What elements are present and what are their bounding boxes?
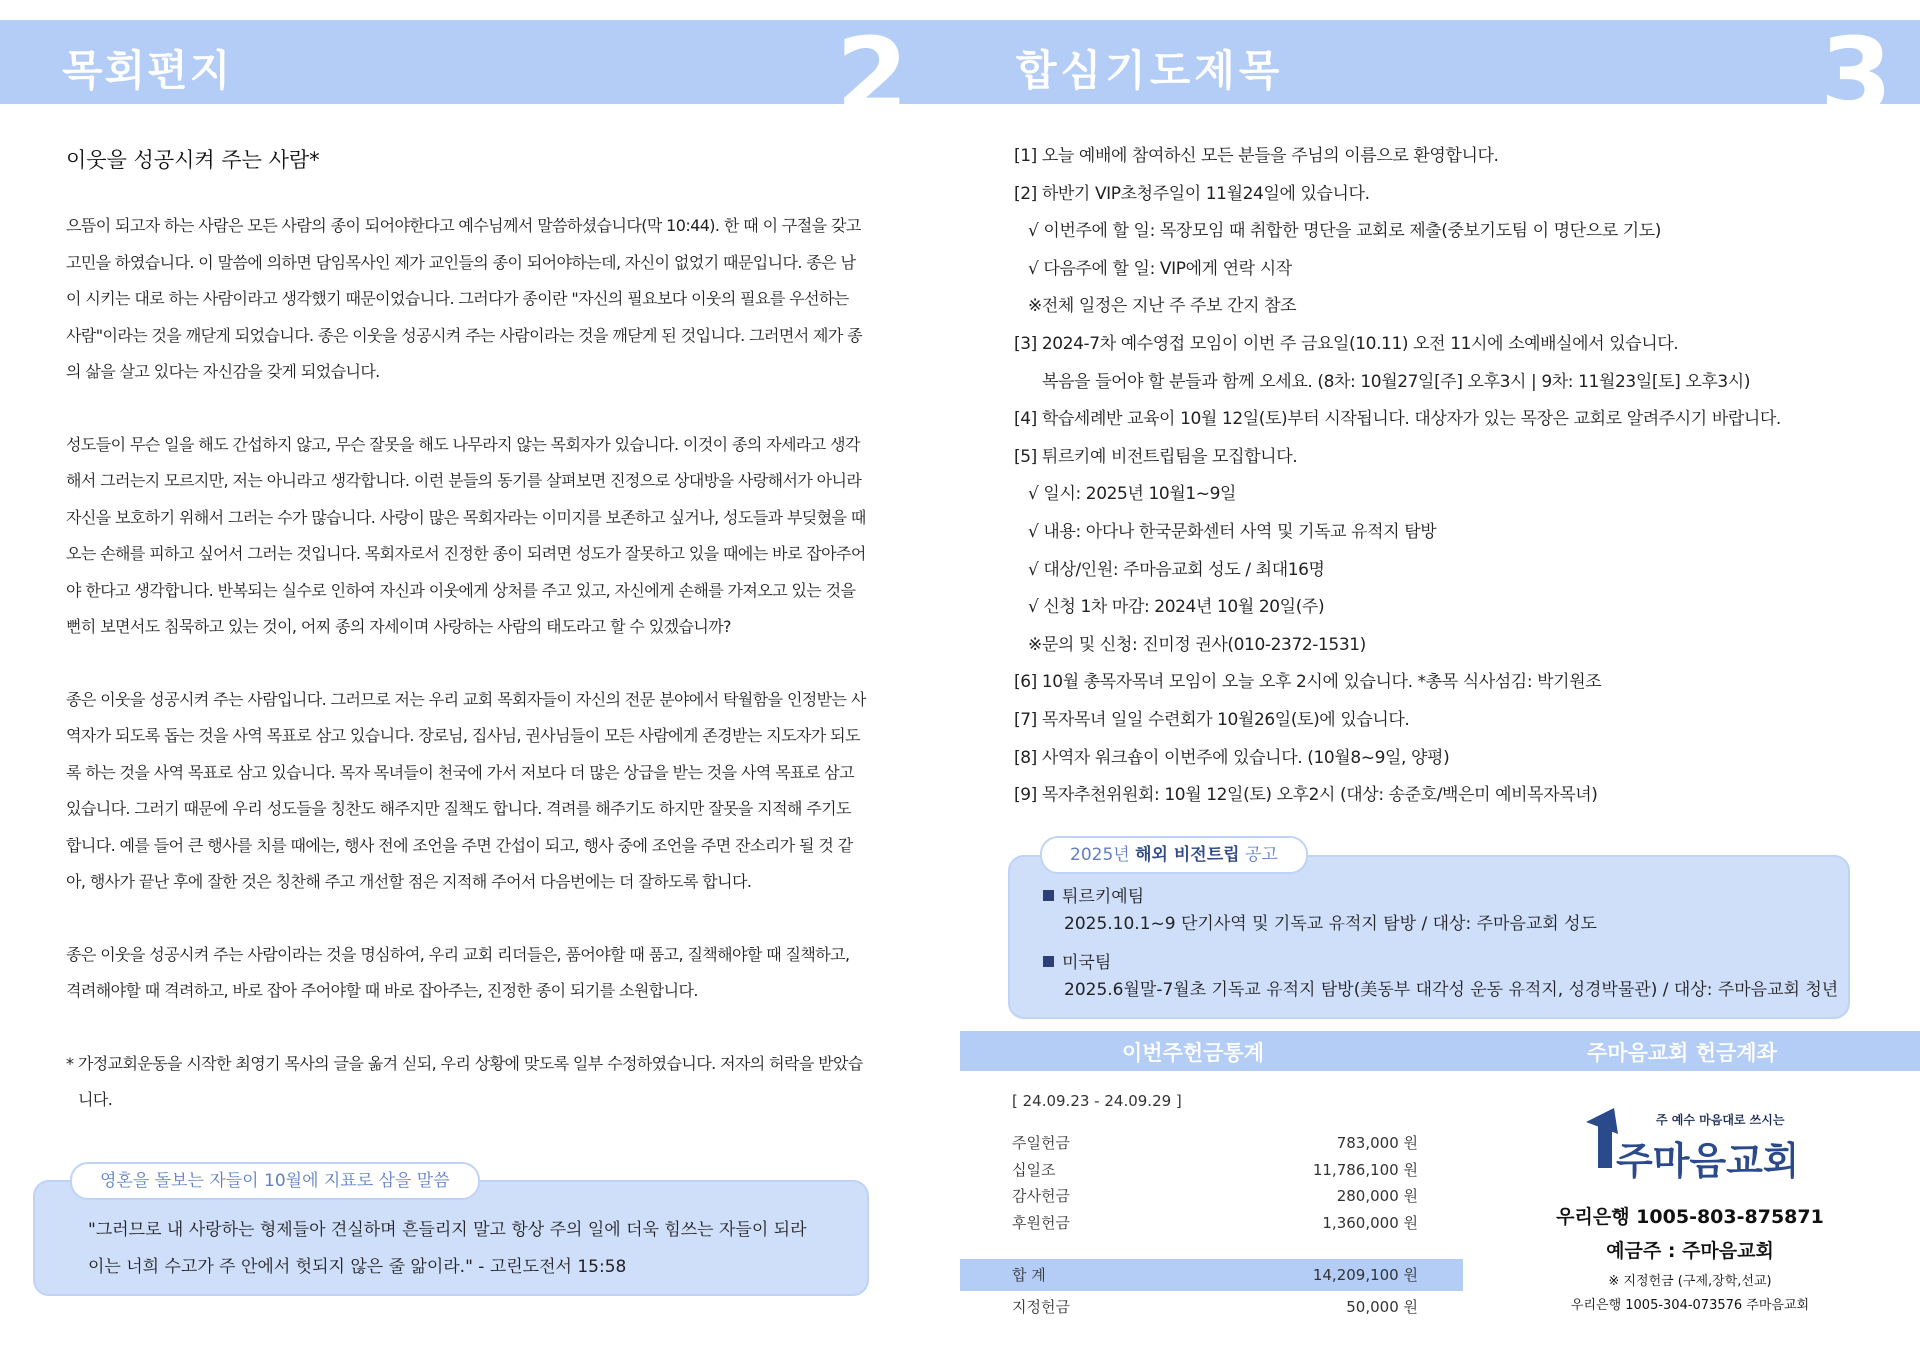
designated-note: ※ 지정헌금 (구제,장학,선교): [1608, 1274, 1772, 1289]
designated-label: 지정헌금: [1012, 1298, 1070, 1316]
offering-amount: 1,360,000 원: [1322, 1213, 1418, 1232]
prayer-item: [2] 하반기 VIP초청주일이 11월24일에 있습니다.: [1014, 183, 1370, 204]
vision-trip-tab: [1040, 836, 1308, 874]
offering-row: [1012, 1157, 1418, 1184]
prayer-item: ※전체 일정은 지난 주 주보 간지 참조: [1028, 296, 1297, 317]
church-logo: [1584, 1104, 1794, 1194]
prayer-item: [8] 사역자 워크숍이 이번주에 있습니다. (10월8~9일, 양평): [1014, 747, 1450, 768]
vision-trip-tab-highlight: 해외 비전트립: [1135, 845, 1240, 865]
letter-paragraph: 성도들이 무슨 일을 해도 간섭하지 않고, 무슨 잘못을 해도 나무라지 않는 목회자가 있습니다. 이것이 종의 자세라고 생각해서 그러는지 모르지만, 저는 아니라고 생각합니다. 이런 분들의 동기를 살펴보면 진정으로 상대방을 사랑해서가 아니라 자신을 보호하기 위해서 그러는 수가 많습니다. 사랑이 많은 목회자라는 이미지를 보존하고 싶거나, 성도들과 부딪혔을 때 오는 손해를 피하고 싶어서 그러는 것입니다. 목회자로서 진정한 종이 되려면 성도가 잘못하고 있을 때에는 바로 잡아주어야 한다고 생각합니다. 반복되는 실수로 인하여 자신과 이웃에게 상처를 주고 있고, 자신에게 손해를 가져오고 있는 것을 뻔히 보면서도 침묵하고 있는 것이, 어찌 종의 자세이며 사랑하는 사람의 태도라고 할 수 있겠습니까?: [66, 434, 866, 636]
designated-amount: 50,000 원: [1346, 1298, 1418, 1316]
designated-row: [1012, 1294, 1418, 1321]
offering-amount: 783,000 원: [1336, 1134, 1418, 1152]
offering-period: [ 24.09.23 - 24.09.29 ]: [1012, 1092, 1182, 1110]
square-bullet-icon: [1043, 956, 1054, 967]
vision-trip-tab-year: 2025년: [1070, 845, 1136, 865]
left-page-title: 목회편지: [62, 46, 233, 95]
trip-team-name: [1043, 950, 1843, 976]
offering-total-label: 합 계: [1012, 1266, 1046, 1284]
prayer-item: [9] 목자추천위원회: 10월 12일(토) 오후2시 (대상: 송준호/백은미 예비목자목녀): [1014, 785, 1598, 806]
offering-label: 후원헌금: [1012, 1213, 1070, 1232]
right-page-title: 합심기도제목: [1016, 46, 1284, 95]
left-page-number: 2: [836, 15, 909, 137]
bank-account: 우리은행 1005-803-875871: [1556, 1206, 1824, 1228]
offering-total-amount: 14,209,100 원: [1312, 1266, 1418, 1284]
verse-card-tab: 영혼을 돌보는 자들이 10월에 지표로 삼을 말씀: [70, 1162, 480, 1200]
offering-header-band: [960, 1031, 1920, 1071]
logo-tagline: 주 예수 마음대로 쓰시는: [1656, 1113, 1785, 1127]
offering-label: 감사헌금: [1012, 1187, 1070, 1205]
offering-account-title: 주마음교회 헌금계좌: [1587, 1040, 1777, 1065]
offering-amount: 280,000 원: [1336, 1187, 1418, 1205]
prayer-list: [1014, 138, 1894, 815]
left-header-band: [0, 15, 960, 137]
logo-bar-icon: [1598, 1126, 1612, 1168]
prayer-item: [5] 튀르키예 비전트립팀을 모집합니다.: [1014, 446, 1298, 467]
prayer-item: √ 신청 1차 마감: 2024년 10월 20일(주): [1028, 597, 1325, 618]
offering-label: 십일조: [1012, 1160, 1056, 1179]
prayer-item: [6] 10월 총목자목녀 모임이 오늘 오후 2시에 있습니다. *총목 식사섬김: 박기원조: [1014, 672, 1602, 693]
letter-paragraph: 종은 이웃을 성공시켜 주는 사람이라는 것을 명심하여, 우리 교회 리더들은, 품어야할 때 품고, 질책해야할 때 질책하고, 격려해야할 때 격려하고, 바로 잡아 주어야할 때 바로 잡아주는, 진정한 종이 되기를 소원합니다.: [66, 944, 850, 1000]
offering-row: [1012, 1130, 1418, 1157]
trip-team-name: [1043, 884, 1843, 910]
trip-team-label: 튀르키예팀: [1062, 887, 1145, 907]
verse-line: "그러므로 내 사랑하는 형제들아 견실하며 흔들리지 말고 항상 주의 일에 더욱 힘쓰는 자들이 되라: [88, 1220, 807, 1240]
church-logo-mark: [1584, 1104, 1794, 1194]
letter-title: 이웃을 성공시켜 주는 사람*: [66, 148, 320, 172]
verse-text: [88, 1212, 848, 1286]
prayer-item: √ 이번주에 할 일: 목장모임 때 취합한 명단을 교회로 제출(중보기도팀 이 명단으로 기도): [1028, 221, 1662, 242]
offering-table: [1012, 1130, 1418, 1236]
logo-wordmark: 주마음교회: [1616, 1139, 1794, 1183]
account-holder: 예금주 : 주마음교회: [1606, 1240, 1774, 1262]
prayer-item: 복음을 들어야 할 분들과 함께 오세요. (8차: 10월27일[주] 오후3시 | 9차: 11월23일[토] 오후3시): [1042, 371, 1751, 392]
offering-stats-title: 이번주헌금통계: [1122, 1040, 1265, 1065]
pastoral-letter: [66, 144, 866, 1155]
offering-amount: 11,786,100 원: [1312, 1160, 1418, 1179]
offering-total: [1012, 1259, 1418, 1291]
letter-paragraph: 종은 이웃을 성공시켜 주는 사람입니다. 그러므로 저는 우리 교회 목회자들이 자신의 전문 분야에서 탁월함을 인정받는 사역자가 되도록 돕는 것을 사역 목표로 삼고 있습니다. 장로님, 집사님, 권사님들이 모든 사람에게 존경받는 지도자가 되도록 하는 것을 사역 목표로 삼고 있습니다. 목자 목녀들이 천국에 가서 저보다 더 많은 상급을 받는 것을 사역 목표로 삼고 있습니다. 그러기 때문에 우리 성도들을 칭찬도 해주지만 질책도 합니다. 격려를 해주기도 하지만 잘못을 지적해 주기도 합니다. 예를 들어 큰 행사를 치를 때에는, 행사 전에 조언을 주면 간섭이 되고, 행사 중에 조언을 주면 잔소리가 될 것 같아, 행사가 끝난 후에 잘한 것은 칭찬해 주고 개선할 점은 지적해 주어서 다음번에는 더 잘하도록 합니다.: [66, 689, 866, 891]
prayer-item: [4] 학습세례반 교육이 10월 12일(토)부터 시작됩니다. 대상자가 있는 목장은 교회로 알려주시기 바랍니다.: [1014, 409, 1781, 430]
prayer-item: ※문의 및 신청: 진미정 권사(010-2372-1531): [1028, 634, 1366, 655]
designated-bank: 우리은행 1005-304-073576 주마음교회: [1570, 1298, 1810, 1313]
square-bullet-icon: [1043, 890, 1054, 901]
right-header-band: [960, 15, 1920, 137]
prayer-item: √ 대상/인원: 주마음교회 성도 / 최대16명: [1028, 559, 1325, 580]
designated-offering: [1012, 1294, 1418, 1321]
offering-row: [1012, 1210, 1418, 1237]
trip-team-label: 미국팀: [1062, 953, 1112, 973]
prayer-item: √ 다음주에 할 일: VIP에게 연락 시작: [1028, 258, 1292, 279]
prayer-item: [1] 오늘 예배에 참여하신 모든 분들을 주님의 이름으로 환영합니다.: [1014, 146, 1499, 166]
prayer-item: [7] 목자목녀 일일 수련회가 10월26일(토)에 있습니다.: [1014, 709, 1410, 730]
prayer-item: √ 일시: 2025년 10월1~9일: [1028, 484, 1237, 505]
trip-team-desc: 2025.6월말-7월초 기독교 유적지 탐방(美동부 대각성 운동 유적지, 성경박물관) / 대상: 주마음교회 청년: [1064, 980, 1839, 1000]
trip-team-desc: 2025.10.1~9 단기사역 및 기독교 유적지 탐방 / 대상: 주마음교회 성도: [1064, 914, 1597, 934]
letter-footnote: * 가정교회운동을 시작한 최영기 목사의 글을 옮겨 싣되, 우리 상황에 맞도록 일부 수정하였습니다. 저자의 허락을 받았습니다.: [66, 1053, 863, 1109]
offering-row: [1012, 1183, 1418, 1210]
prayer-item: √ 내용: 아다나 한국문화센터 사역 및 기독교 유적지 탐방: [1028, 521, 1437, 542]
vision-trip-teams: [1043, 884, 1843, 1016]
offering-label: 주일헌금: [1012, 1134, 1070, 1152]
letter-paragraph: 으뜸이 되고자 하는 사람은 모든 사람의 종이 되어야한다고 예수님께서 말씀하셨습니다(막 10:44). 한 때 이 구절을 갖고 고민을 하였습니다. 이 말씀에 의하면 담임목사인 제가 교인들의 종이 되어야하는데, 자신이 없었기 때문입니다. 종은 남이 시키는 대로 하는 사람이라고 생각했기 때문이었습니다. 그러다가 종이란 "자신의 필요보다 이웃의 필요를 우선하는 사람"이라는 것을 깨닫게 되었습니다. 종은 이웃을 성공시켜 주는 사람이라는 것을 깨닫게 된 것입니다. 그러면서 제가 종의 삶을 살고 있다는 자신감을 갖게 되었습니다.: [66, 216, 863, 381]
verse-line: 이는 너희 수고가 주 안에서 헛되지 않은 줄 앎이라." - 고린도전서 15:58: [88, 1257, 627, 1277]
offering-total-row: [960, 1259, 1463, 1291]
prayer-item: [3] 2024-7차 예수영접 모임이 이번 주 금요일(10.11) 오전 11시에 소예배실에서 있습니다.: [1014, 333, 1679, 354]
right-page-number: 3: [1820, 15, 1893, 137]
vision-trip-tab-suffix: 공고: [1239, 845, 1278, 865]
